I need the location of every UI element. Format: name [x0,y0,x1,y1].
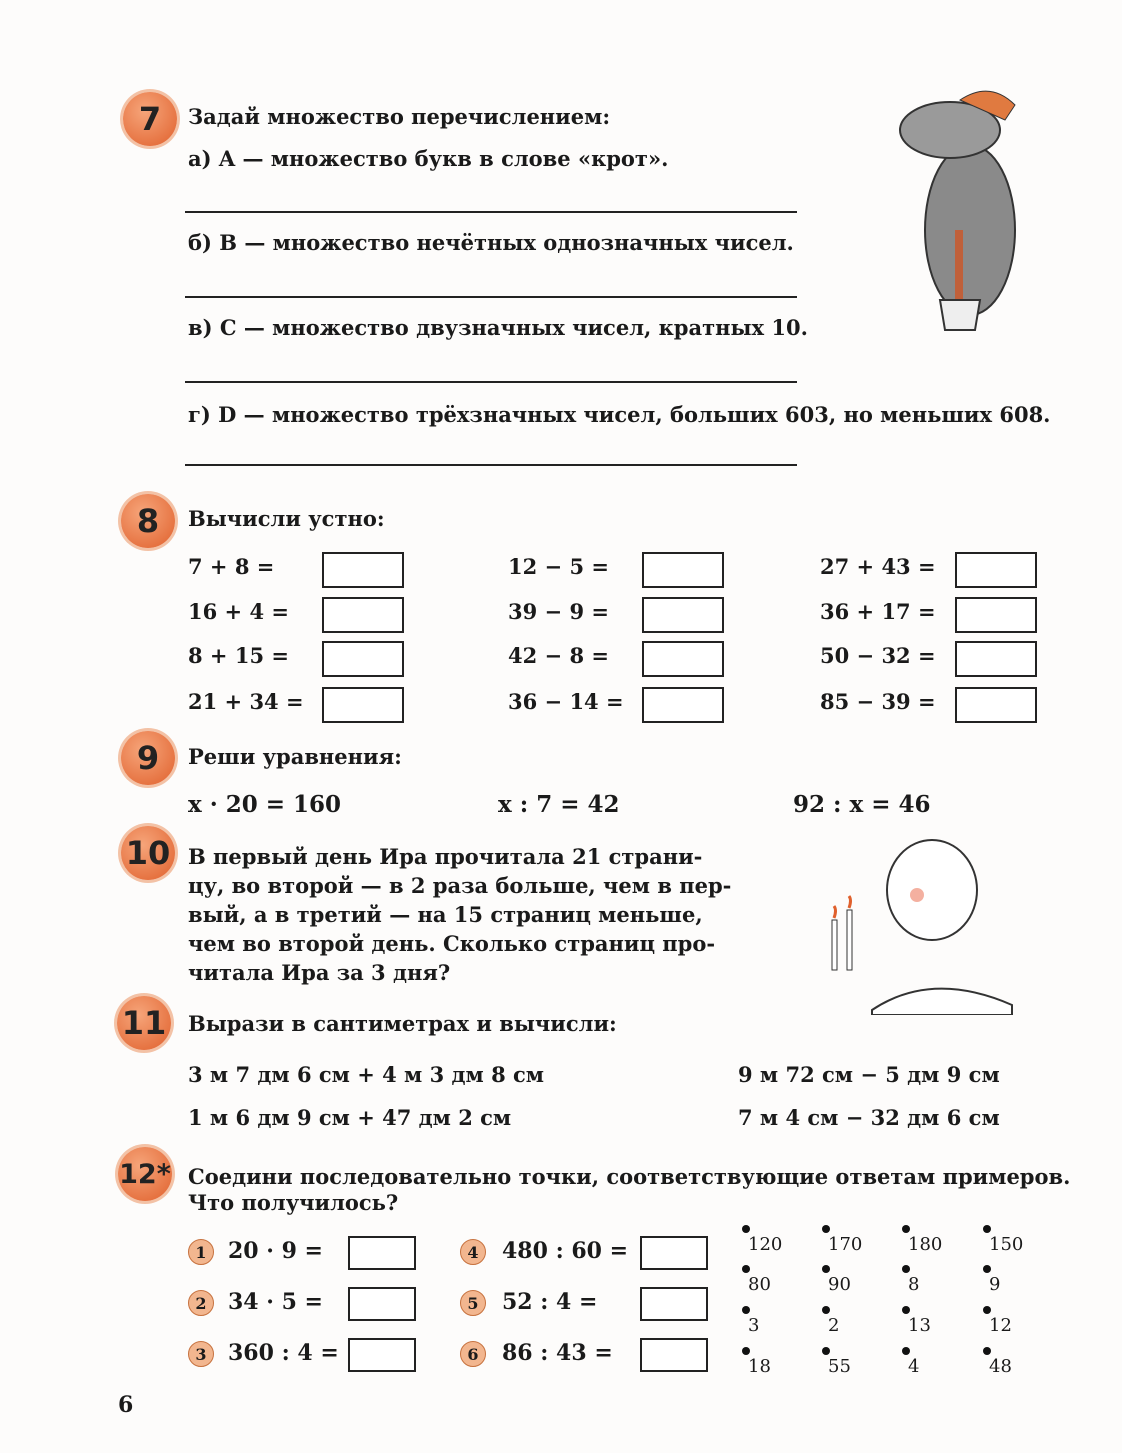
point-dot[interactable] [822,1225,830,1233]
example-number-badge: 5 [460,1290,486,1316]
answer-box[interactable] [955,687,1037,723]
point-dot[interactable] [902,1225,910,1233]
example-expression: 360 : 4 = [228,1340,339,1366]
text-line: чем во второй день. Сколько страниц про- [188,931,716,956]
point-dot[interactable] [742,1225,750,1233]
task-8-title: Вычисли устно: [188,506,385,531]
expression: 36 + 17 = [820,599,936,624]
task-9-title: Реши уравнения: [188,744,402,769]
page-number: 6 [118,1392,134,1418]
expression: 12 − 5 = [508,554,609,579]
point-label: 18 [748,1356,771,1377]
point-label: 3 [748,1315,760,1336]
task-9-badge: 9 [121,731,175,785]
answer-box[interactable] [640,1338,708,1372]
text-line: читала Ира за 3 дня? [188,960,451,985]
point-label: 180 [908,1234,943,1255]
example-number-badge: 2 [188,1290,214,1316]
example-number-badge: 3 [188,1341,214,1367]
task-10-text [188,842,731,987]
point-label: 90 [828,1274,851,1295]
answer-box[interactable] [348,1338,416,1372]
answer-box[interactable] [348,1236,416,1270]
task-12-text-1: Соедини последовательно точки, соответствующие ответам примеров. [188,1164,1071,1189]
point-dot[interactable] [983,1225,991,1233]
expression: 27 + 43 = [820,554,936,579]
task-12-text-2: Что получилось? [188,1190,399,1215]
point-dot[interactable] [822,1306,830,1314]
point-label: 9 [989,1274,1001,1295]
expression: 8 + 15 = [188,643,289,668]
point-label: 8 [908,1274,920,1295]
point-label: 2 [828,1315,840,1336]
point-label: 4 [908,1356,920,1377]
point-dot[interactable] [902,1265,910,1273]
point-label: 55 [828,1356,851,1377]
point-label: 120 [748,1234,783,1255]
task-11-badge: 11 [117,996,171,1050]
point-label: 80 [748,1274,771,1295]
point-dot[interactable] [983,1265,991,1273]
answer-line-b[interactable] [185,296,797,298]
answer-box[interactable] [955,597,1037,633]
expression: 16 + 4 = [188,599,289,624]
girl-reading-illustration-icon [812,830,1022,1015]
task-8-badge: 8 [121,494,175,548]
expression: 50 − 32 = [820,643,936,668]
answer-box[interactable] [348,1287,416,1321]
task-7b: б) B — множество нечётных однозначных чисел. [188,230,794,255]
answer-box[interactable] [640,1287,708,1321]
answer-line-d[interactable] [185,464,797,466]
expression: 85 − 39 = [820,689,936,714]
conversion-2: 1 м 6 дм 9 см + 47 дм 2 см [188,1105,512,1130]
answer-box[interactable] [322,552,404,588]
point-dot[interactable] [902,1347,910,1355]
task-7-badge: 7 [123,92,177,146]
text-line: вый, а в третий — на 15 страниц меньше, [188,902,703,927]
example-number-badge: 1 [188,1239,214,1265]
point-dot[interactable] [902,1306,910,1314]
answer-box[interactable] [642,687,724,723]
expression: 42 − 8 = [508,643,609,668]
answer-box[interactable] [322,597,404,633]
answer-box[interactable] [955,641,1037,677]
answer-box[interactable] [955,552,1037,588]
task-10-badge: 10 [121,826,175,880]
equation-3: 92 : x = 46 [793,791,931,818]
expression: 36 − 14 = [508,689,624,714]
expression: 7 + 8 = [188,554,275,579]
point-dot[interactable] [983,1347,991,1355]
text-line: цу, во второй — в 2 раза больше, чем в пер- [188,873,732,898]
task-7a: а) A — множество букв в слове «крот». [188,146,669,171]
example-expression: 20 · 9 = [228,1238,323,1264]
answer-line-c[interactable] [185,381,797,383]
text-line: В первый день Ира прочитала 21 страни- [188,844,703,869]
expression: 39 − 9 = [508,599,609,624]
task-7d: г) D — множество трёхзначных чисел, больших 603, но меньших 608. [188,402,1051,427]
point-label: 150 [989,1234,1024,1255]
conversion-1: 3 м 7 дм 6 см + 4 м 3 дм 8 см [188,1062,545,1087]
task-11-title: Вырази в сантиметрах и вычисли: [188,1011,617,1036]
conversion-3: 9 м 72 см − 5 дм 9 см [738,1062,1000,1087]
example-expression: 86 : 43 = [502,1340,613,1366]
answer-box[interactable] [640,1236,708,1270]
point-label: 13 [908,1315,931,1336]
conversion-4: 7 м 4 см − 32 дм 6 см [738,1105,1000,1130]
task-7-title: Задай множество перечислением: [188,104,611,129]
answer-line-a[interactable] [185,211,797,213]
point-dot[interactable] [742,1265,750,1273]
equation-2: x : 7 = 42 [498,791,620,818]
task-7c: в) C — множество двузначных чисел, кратных 10. [188,315,808,340]
example-number-badge: 4 [460,1239,486,1265]
answer-box[interactable] [322,641,404,677]
mole-illustration-icon [880,80,1060,340]
point-label: 48 [989,1356,1012,1377]
point-dot[interactable] [983,1306,991,1314]
expression: 21 + 34 = [188,689,304,714]
point-dot[interactable] [822,1265,830,1273]
equation-1: x · 20 = 160 [188,791,342,818]
example-expression: 34 · 5 = [228,1289,323,1315]
point-dot[interactable] [742,1347,750,1355]
answer-box[interactable] [642,552,724,588]
task-12-badge: 12* [118,1147,172,1201]
example-number-badge: 6 [460,1341,486,1367]
point-dot[interactable] [822,1347,830,1355]
answer-box[interactable] [322,687,404,723]
point-label: 170 [828,1234,863,1255]
point-label: 12 [989,1315,1012,1336]
example-expression: 480 : 60 = [502,1238,629,1264]
answer-box[interactable] [642,641,724,677]
example-expression: 52 : 4 = [502,1289,598,1315]
answer-box[interactable] [642,597,724,633]
point-dot[interactable] [742,1306,750,1314]
